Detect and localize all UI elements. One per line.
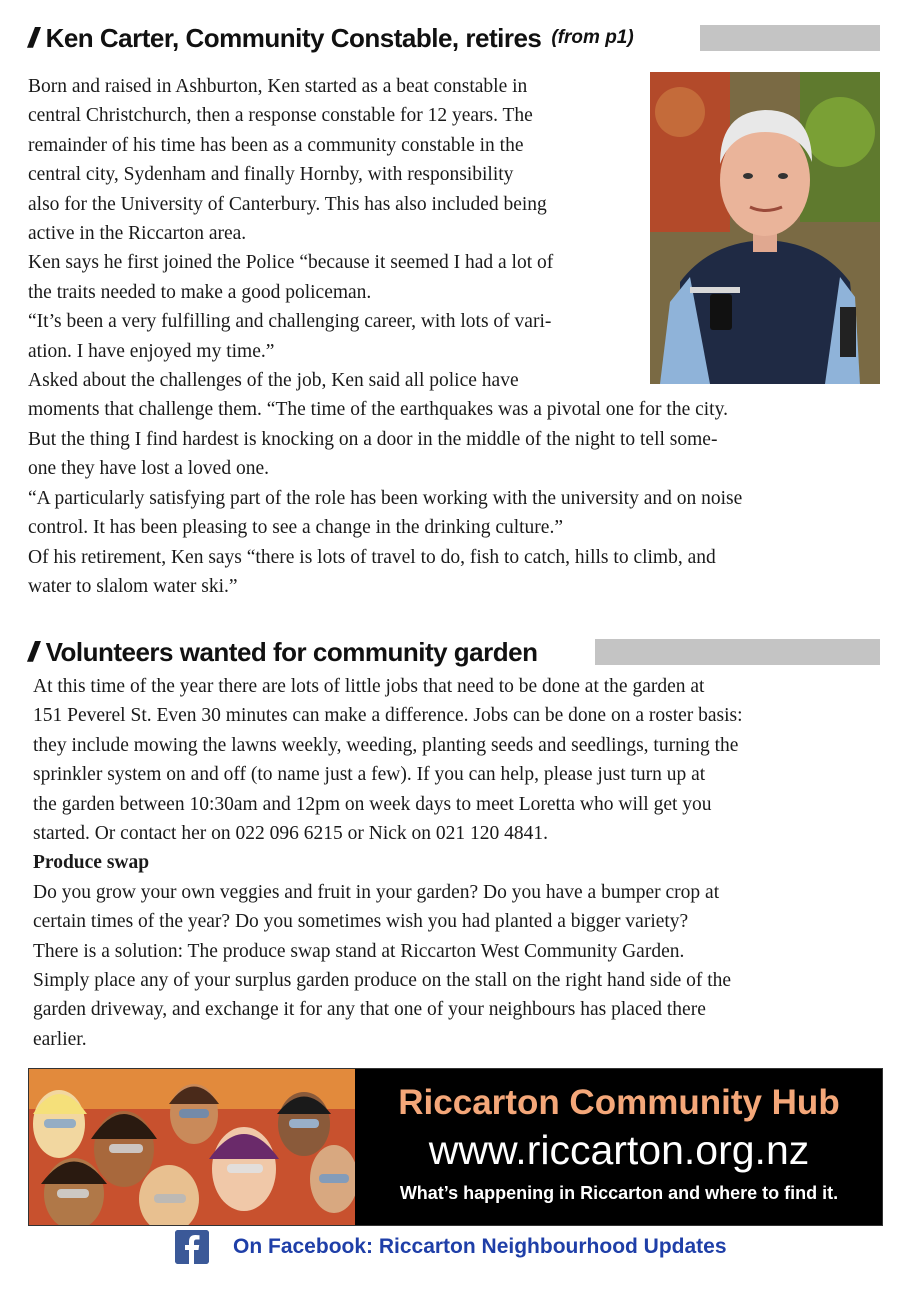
article2-body	[33, 672, 888, 1054]
text-line: central city, Sydenham and finally Hornby, with responsibility	[28, 164, 514, 186]
text-line: earlier.	[33, 1028, 87, 1050]
article1-header	[28, 22, 634, 54]
text-line: Born and raised in Ashburton, Ken started as a beat constable in	[28, 76, 528, 97]
text-line: Simply place any of your surplus garden produce on the stall on the right hand side of the	[33, 970, 732, 992]
text-line: “It’s been a very fulfilling and challenging career, with lots of vari-	[28, 311, 552, 333]
text-line: control. It has been pleasing to see a change in the drinking culture.”	[28, 517, 563, 539]
text-line: water to slalom water ski.”	[28, 575, 238, 597]
ken-carter-photo	[650, 72, 880, 384]
double-slash-icon: //	[28, 22, 34, 53]
text-line: But the thing I find hardest is knocking on a door in the middle of the night to tell some-	[28, 428, 718, 450]
hub-title: Riccarton Community Hub	[398, 1083, 840, 1122]
text-line: certain times of the year? Do you sometimes wish you had planted a bigger variety?	[33, 911, 689, 933]
text-line: ation. I have enjoyed my time.”	[28, 340, 275, 362]
text-line: sprinkler system on and off (to name just a few). If you can help, please just turn up at	[33, 764, 706, 786]
text-line: Ken says he first joined the Police “because it seemed I had a lot of	[28, 252, 554, 274]
facebook-link[interactable]	[175, 1230, 727, 1264]
article2-header	[28, 636, 538, 668]
community-hub-banner[interactable]	[28, 1068, 883, 1226]
text-line: “A particularly satisfying part of the role has been working with the university and on noise	[28, 487, 743, 509]
article2-title: Volunteers wanted for community garden	[45, 636, 538, 667]
text-line: Asked about the challenges of the job, Ken said all police have	[28, 370, 519, 392]
text-line: garden driveway, and exchange it for any that one of your neighbours has placed there	[33, 999, 706, 1021]
hub-url-link[interactable]: www.riccarton.org.nz	[428, 1127, 810, 1173]
text-line: central Christchurch, then a response constable for 12 years. The	[28, 105, 533, 127]
article1-from: (from p1)	[551, 27, 634, 48]
text-line: moments that challenge them. “The time of the earthquakes was a pivotal one for the city.	[28, 399, 728, 421]
text-line: active in the Riccarton area.	[28, 223, 247, 245]
produce-swap-heading: Produce swap	[33, 852, 150, 874]
hub-tagline: What’s happening in Riccarton and where to find it.	[399, 1183, 839, 1203]
text-line: There is a solution: The produce swap stand at Riccarton West Community Garden.	[33, 940, 685, 962]
text-line: also for the University of Canterbury. This has also included being	[28, 193, 547, 215]
header-rule-1	[700, 25, 880, 51]
text-line: they include mowing the lawns weekly, weeding, planting seeds and seedlings, turning the	[33, 734, 739, 756]
text-line: Of his retirement, Ken says “there is lots of travel to do, fish to catch, hills to climb, and	[28, 546, 716, 568]
text-line: the traits needed to make a good policeman.	[28, 281, 372, 303]
double-slash-icon: //	[28, 636, 34, 667]
community-faces-illustration	[29, 1069, 355, 1225]
article1-title: Ken Carter, Community Constable, retires	[45, 22, 542, 53]
text-line: At this time of the year there are lots of little jobs that need to be done at the garden at	[33, 676, 705, 697]
text-line: 151 Peverel St. Even 30 minutes can make a difference. Jobs can be done on a roster basis:	[33, 705, 743, 727]
facebook-page-text: On Facebook: Riccarton Neighbourhood Updates	[233, 1235, 727, 1258]
facebook-icon	[175, 1230, 209, 1264]
text-line: the garden between 10:30am and 12pm on week days to meet Loretta who will get you	[33, 793, 712, 815]
header-rule-2	[595, 639, 880, 665]
text-line: started. Or contact her on 022 096 6215 or Nick on 021 120 4841.	[33, 823, 549, 845]
text-line: Do you grow your own veggies and fruit in your garden? Do you have a bumper crop at	[33, 881, 720, 903]
text-line: one they have lost a loved one.	[28, 458, 269, 480]
text-line: remainder of his time has been as a community constable in the	[28, 134, 524, 156]
